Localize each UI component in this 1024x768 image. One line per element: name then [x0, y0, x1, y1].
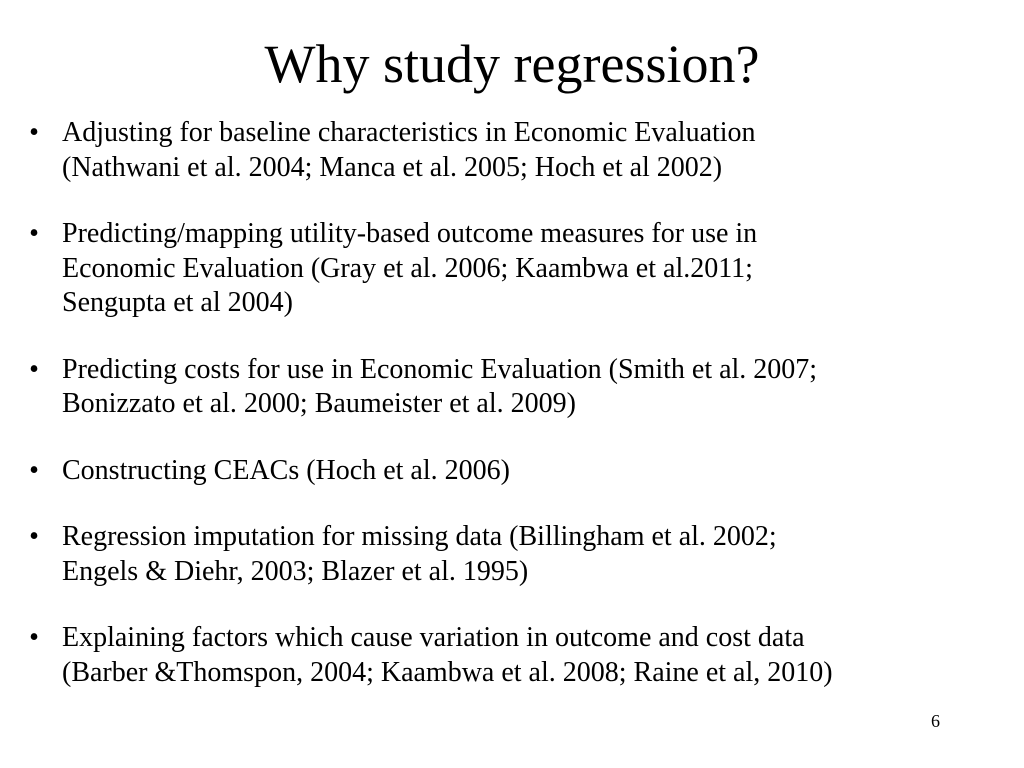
bullet-text-line: Economic Evaluation (Gray et al. 2006; Kaambwa et al.2011; — [62, 252, 753, 284]
bullet-text-line: Engels & Diehr, 2003; Blazer et al. 1995) — [62, 555, 529, 587]
bullet-dot-icon: • — [29, 454, 39, 486]
bullet-item — [24, 520, 1014, 589]
bullet-item — [24, 217, 1014, 321]
bullet-text-line: Explaining factors which cause variation in outcome and cost data — [62, 622, 805, 653]
bullet-item — [24, 454, 1014, 489]
bullet-list — [24, 116, 1014, 722]
bullet-dot-icon: • — [29, 521, 39, 552]
bullet-text-line: Regression imputation for missing data (Billingham et al. 2002; — [62, 521, 777, 552]
bullet-text-line: Predicting/mapping utility-based outcome measures for use in — [62, 218, 758, 249]
bullet-item — [24, 621, 1014, 690]
bullet-dot-icon: • — [29, 218, 39, 249]
bullet-text-line: Bonizzato et al. 2000; Baumeister et al. 2009) — [62, 388, 576, 419]
bullet-dot-icon: • — [29, 622, 39, 653]
bullet-text-line: Adjusting for baseline characteristics in Economic Evaluation — [62, 117, 756, 148]
bullet-text-line: Predicting costs for use in Economic Evaluation (Smith et al. 2007; — [62, 353, 818, 385]
bullet-text-line: (Barber &Thomspon, 2004; Kaambwa et al. 2008; Raine et al, 2010) — [62, 656, 833, 688]
bullet-item — [24, 116, 1014, 185]
bullet-dot-icon: • — [29, 353, 39, 385]
bullet-text-line: (Nathwani et al. 2004; Manca et al. 2005; Hoch et al 2002) — [62, 151, 723, 183]
page-number: 6 — [931, 711, 940, 731]
bullet-text-line: Sengupta et al 2004) — [62, 287, 293, 318]
slide-title: Why study regression? — [264, 34, 760, 94]
bullet-text-line: Constructing CEACs (Hoch et al. 2006) — [62, 454, 510, 486]
bullet-item — [24, 353, 1014, 422]
bullet-dot-icon: • — [29, 117, 39, 148]
